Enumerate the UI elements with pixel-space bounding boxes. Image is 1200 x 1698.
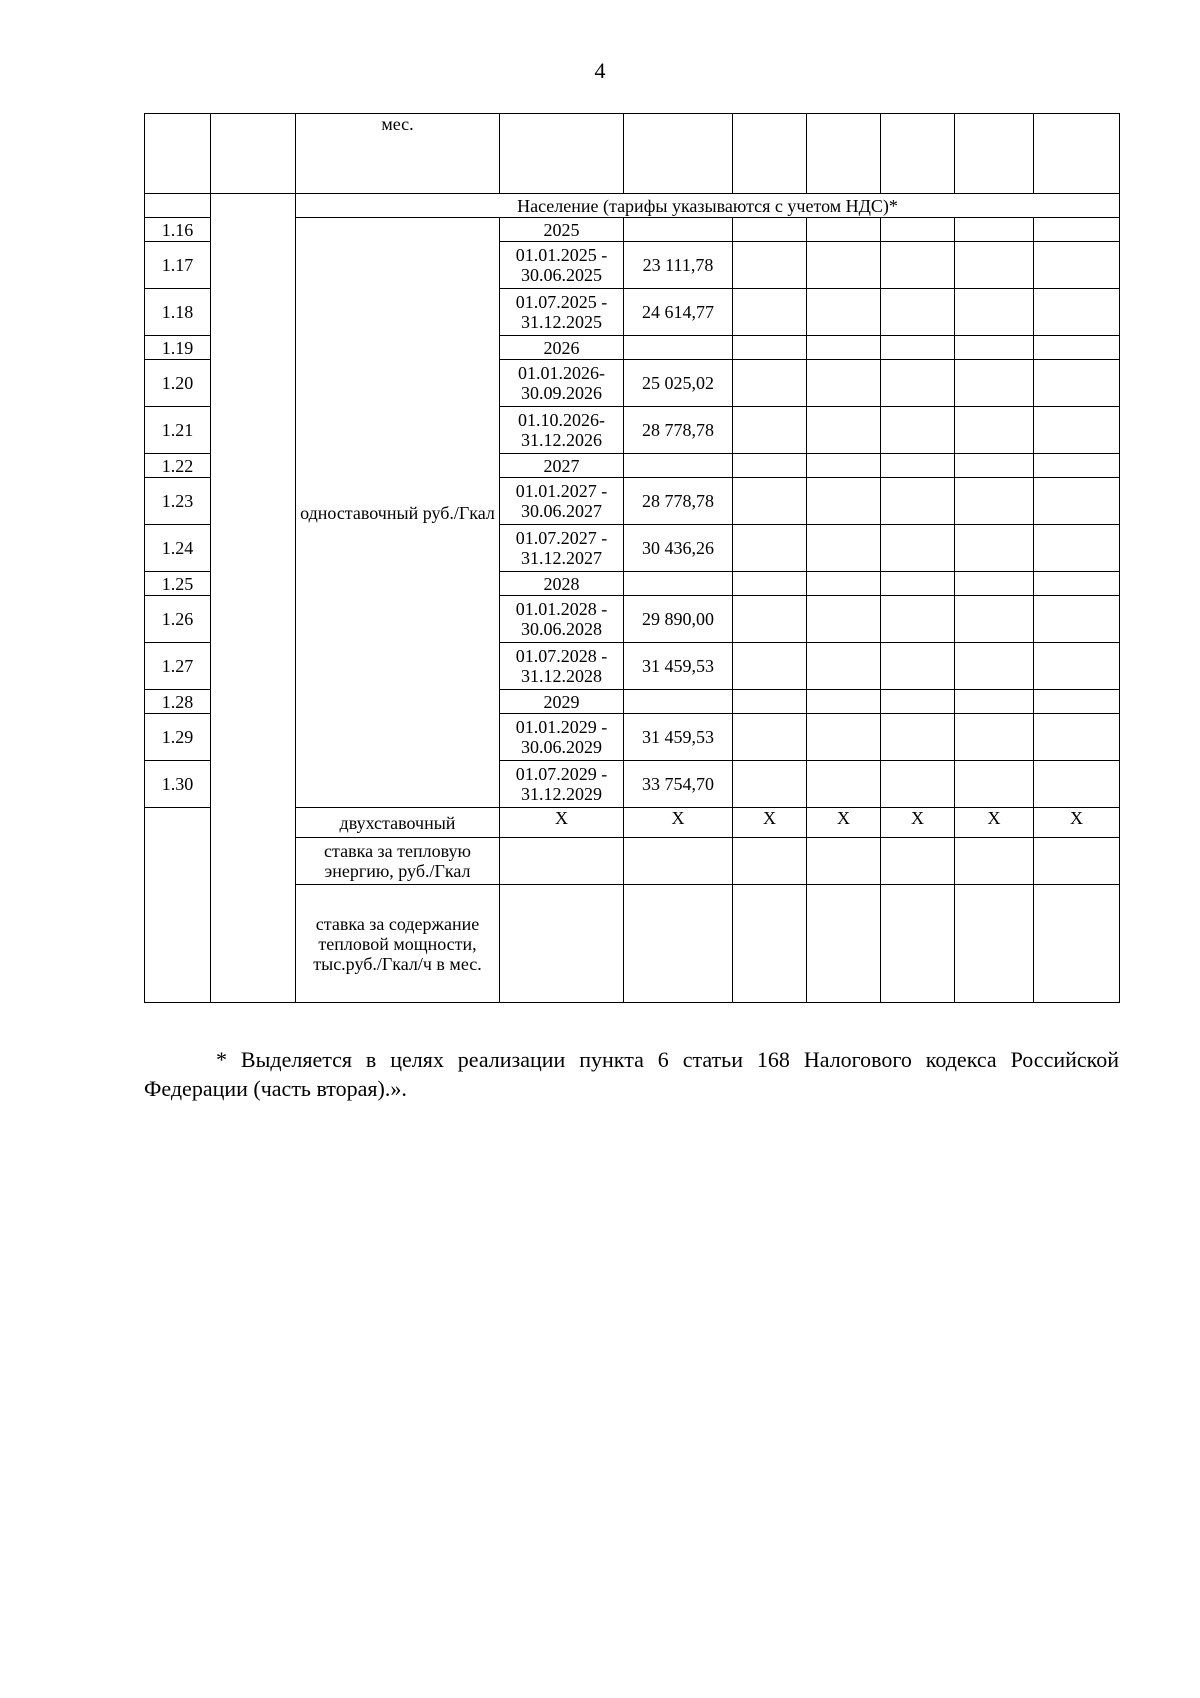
period-cell: 01.07.2029 - 31.12.2029: [500, 761, 624, 808]
empty-cell: [955, 242, 1034, 289]
empty-cell: [955, 525, 1034, 572]
empty-cell: [881, 525, 955, 572]
empty-cell: [955, 336, 1034, 360]
empty-cell: [624, 838, 733, 885]
period-cell: 2028: [500, 572, 624, 596]
empty-cell: [807, 690, 881, 714]
empty-cell: [881, 242, 955, 289]
empty-cell: [881, 336, 955, 360]
empty-cell: [733, 289, 807, 336]
tariff-table-body: [145, 114, 1120, 1003]
heat-energy-rate-label: ставка за тепловую энергию, руб./Гкал: [296, 838, 500, 885]
empty-cell: [807, 289, 881, 336]
empty-cell: [1034, 525, 1120, 572]
empty-cell: [1034, 885, 1120, 1003]
period-cell: 01.07.2027 - 31.12.2027: [500, 525, 624, 572]
empty-cell: [1034, 761, 1120, 808]
empty-cell: [881, 838, 955, 885]
empty-cell: [733, 360, 807, 407]
empty-cell: [881, 407, 955, 454]
section-title: Население (тарифы указываются с учетом НДС)*: [296, 194, 1120, 218]
value-cell: 25 025,02: [624, 360, 733, 407]
value-cell: 31 459,53: [624, 643, 733, 690]
section-row: [145, 194, 1120, 218]
empty-cell: [733, 596, 807, 643]
empty-cell: [807, 596, 881, 643]
row-number: 1.29: [145, 714, 211, 761]
value-cell: [624, 690, 733, 714]
value-cell: 33 754,70: [624, 761, 733, 808]
empty-cell: [807, 714, 881, 761]
x-mark: X: [807, 808, 881, 838]
empty-cell: [807, 643, 881, 690]
empty-cell: [955, 360, 1034, 407]
row-number: 1.17: [145, 242, 211, 289]
row-number: 1.25: [145, 572, 211, 596]
empty-cell: [955, 454, 1034, 478]
empty-cell: [733, 885, 807, 1003]
empty-cell: [881, 690, 955, 714]
empty-cell: [807, 478, 881, 525]
empty-cell: [881, 572, 955, 596]
empty-cell: [881, 596, 955, 643]
empty-cell: [955, 690, 1034, 714]
empty-cell: [807, 838, 881, 885]
empty-cell: [881, 360, 955, 407]
period-cell: 2029: [500, 690, 624, 714]
period-cell: 01.10.2026- 31.12.2026: [500, 407, 624, 454]
value-cell: 23 111,78: [624, 242, 733, 289]
empty-cell: [955, 478, 1034, 525]
group-column-cell: [211, 194, 296, 1003]
empty-cell: [733, 643, 807, 690]
period-cell: 01.01.2026- 30.09.2026: [500, 360, 624, 407]
empty-cell: [733, 242, 807, 289]
empty-cell: [955, 218, 1034, 242]
page-number: 4: [594, 58, 606, 83]
row-number: 1.16: [145, 218, 211, 242]
row-number: 1.23: [145, 478, 211, 525]
empty-cell: [1034, 714, 1120, 761]
empty-cell: [1034, 478, 1120, 525]
empty-cell: [733, 838, 807, 885]
empty-cell: [881, 218, 955, 242]
empty-cell: [500, 838, 624, 885]
empty-cell: [807, 454, 881, 478]
x-mark: X: [1034, 808, 1120, 838]
row-number: 1.26: [145, 596, 211, 643]
empty-cell: [1034, 218, 1120, 242]
empty-cell: [955, 596, 1034, 643]
empty-cell: [1034, 336, 1120, 360]
value-cell: 28 778,78: [624, 478, 733, 525]
empty-cell: [733, 761, 807, 808]
value-cell: 29 890,00: [624, 596, 733, 643]
empty-cell: [807, 218, 881, 242]
empty-cell: [733, 572, 807, 596]
empty-cell: [1034, 643, 1120, 690]
x-mark: X: [733, 808, 807, 838]
row-number: 1.30: [145, 761, 211, 808]
row-number: 1.18: [145, 289, 211, 336]
value-cell: [624, 218, 733, 242]
empty-cell: [955, 838, 1034, 885]
empty-cell: [733, 407, 807, 454]
empty-cell: [881, 761, 955, 808]
unit-cell: мес.: [296, 114, 500, 194]
empty-cell: [1034, 572, 1120, 596]
empty-cell: [807, 242, 881, 289]
empty-cell: [1034, 407, 1120, 454]
row-number: 1.21: [145, 407, 211, 454]
empty-cell: [881, 454, 955, 478]
empty-cell: [1034, 596, 1120, 643]
empty-cell: [881, 478, 955, 525]
row-number: 1.22: [145, 454, 211, 478]
tariff-table: [144, 113, 1120, 1003]
empty-cell: [807, 885, 881, 1003]
period-cell: 01.07.2028 - 31.12.2028: [500, 643, 624, 690]
period-cell: 2025: [500, 218, 624, 242]
empty-cell: [881, 714, 955, 761]
value-cell: 28 778,78: [624, 407, 733, 454]
empty-cell: [807, 572, 881, 596]
table-header-row: [145, 114, 1120, 194]
x-mark: X: [624, 808, 733, 838]
empty-cell: [1034, 838, 1120, 885]
empty-cell: [955, 289, 1034, 336]
empty-cell: [881, 885, 955, 1003]
empty-cell: [1034, 690, 1120, 714]
empty-cell: [955, 643, 1034, 690]
empty-cell: [733, 336, 807, 360]
value-cell: [624, 336, 733, 360]
empty-cell: [807, 761, 881, 808]
empty-cell: [1034, 360, 1120, 407]
x-mark: X: [500, 808, 624, 838]
row-number: [145, 808, 211, 1003]
empty-cell: [881, 289, 955, 336]
empty-cell: [733, 218, 807, 242]
value-cell: 31 459,53: [624, 714, 733, 761]
empty-cell: [955, 572, 1034, 596]
empty-cell: [733, 454, 807, 478]
period-cell: 01.01.2027 - 30.06.2027: [500, 478, 624, 525]
empty-cell: [1034, 242, 1120, 289]
empty-cell: [733, 690, 807, 714]
period-cell: 01.07.2025 - 31.12.2025: [500, 289, 624, 336]
empty-cell: [624, 885, 733, 1003]
value-cell: 24 614,77: [624, 289, 733, 336]
row-number: 1.20: [145, 360, 211, 407]
empty-cell: [955, 761, 1034, 808]
capacity-rate-label: ставка за содержание тепловой мощности, тыс.руб./Гкал/ч в мес.: [296, 885, 500, 1003]
empty-cell: [807, 360, 881, 407]
row-number: 1.27: [145, 643, 211, 690]
row-number: 1.24: [145, 525, 211, 572]
empty-cell: [955, 714, 1034, 761]
value-cell: [624, 454, 733, 478]
footnote: * Выделяется в целях реализации пункта 6 статьи 168 Налогового кодекса Российской Федерации (часть вторая).».: [144, 1047, 1119, 1101]
period-cell: 01.01.2028 - 30.06.2028: [500, 596, 624, 643]
row-number: 1.19: [145, 336, 211, 360]
empty-cell: [955, 407, 1034, 454]
two-rate-label: двухставочный: [296, 808, 500, 838]
empty-cell: [955, 885, 1034, 1003]
value-cell: 30 436,26: [624, 525, 733, 572]
period-cell: 01.01.2025 - 30.06.2025: [500, 242, 624, 289]
empty-cell: [733, 525, 807, 572]
period-cell: 2026: [500, 336, 624, 360]
empty-cell: [881, 643, 955, 690]
empty-cell: [500, 885, 624, 1003]
empty-cell: [807, 407, 881, 454]
empty-cell: [1034, 454, 1120, 478]
empty-cell: [807, 336, 881, 360]
period-cell: 01.01.2029 - 30.06.2029: [500, 714, 624, 761]
x-mark: X: [955, 808, 1034, 838]
empty-cell: [807, 525, 881, 572]
empty-cell: [733, 478, 807, 525]
value-cell: [624, 572, 733, 596]
empty-cell: [733, 714, 807, 761]
empty-cell: [1034, 289, 1120, 336]
single-rate-label: одноставочный руб./Гкал: [296, 218, 500, 808]
row-number: 1.28: [145, 690, 211, 714]
period-cell: 2027: [500, 454, 624, 478]
x-mark: X: [881, 808, 955, 838]
